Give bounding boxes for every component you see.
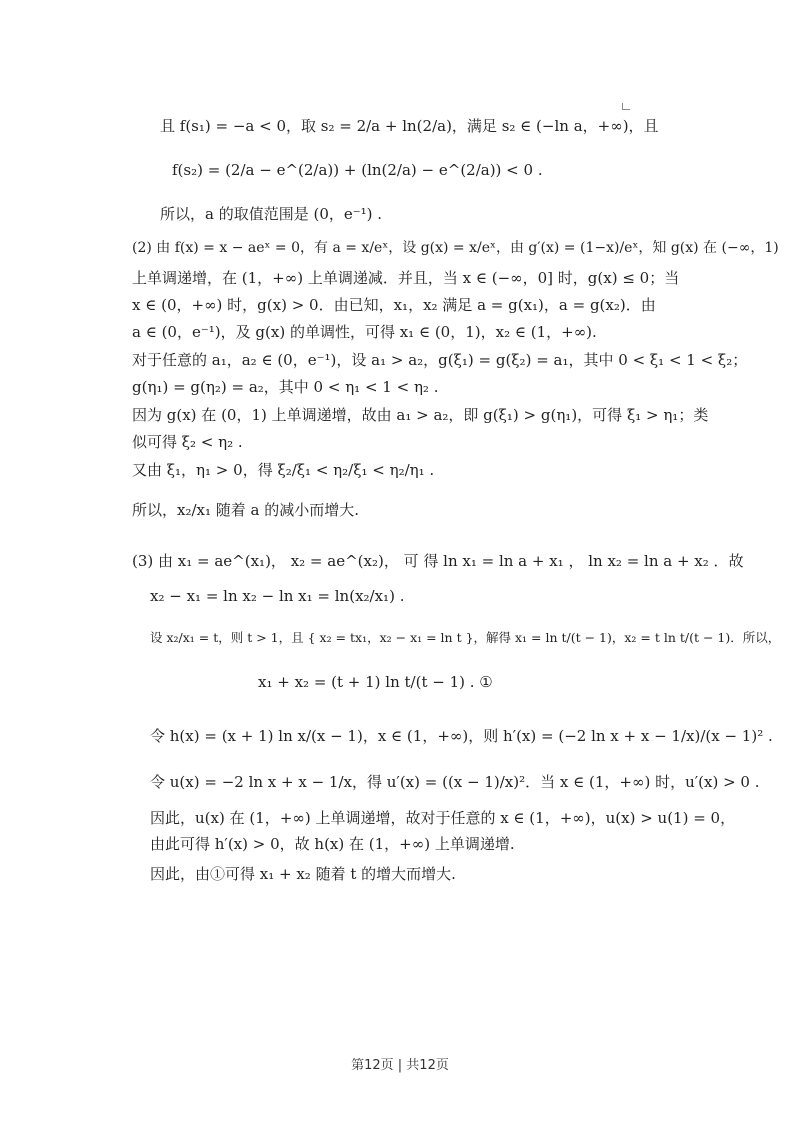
text-line: a ∈ (0，e⁻¹)，及 g(x) 的单调性，可得 x₁ ∈ (0，1)，x₂ ∈ (1，+∞). bbox=[132, 323, 597, 341]
corner-mark bbox=[622, 103, 630, 110]
text-line: 令 u(x) = −2 ln x + x − 1/x，得 u′(x) = ((x − 1)/x)²．当 x ∈ (1，+∞) 时，u′(x) > 0 . bbox=[150, 773, 760, 791]
page-footer: 第12页 | 共12页 bbox=[351, 1058, 449, 1073]
text-line: 因此，u(x) 在 (1，+∞) 上单调递增，故对于任意的 x ∈ (1，+∞)，u(x) > u(1) = 0， bbox=[150, 809, 736, 827]
text-line: (3) 由 x₁ = ae^(x₁)， x₂ = ae^(x₂)， 可 得 ln x₁ = ln a + x₁ ， ln x₂ = ln a + x₂ ．故 bbox=[132, 552, 744, 570]
text-line: (2) 由 f(x) = x − aeˣ = 0，有 a = x/eˣ，设 g(x) = x/eˣ，由 g′(x) = (1−x)/eˣ，知 g(x) 在 (−∞，1) bbox=[132, 240, 779, 256]
text-line: 由此可得 h′(x) > 0，故 h(x) 在 (1，+∞) 上单调递增. bbox=[150, 835, 515, 853]
formula-line: f(s₂) = (2/a − e^(2/a)) + (ln(2/a) − e^(2/a)) < 0 . bbox=[172, 161, 543, 179]
formula-line: 又由 ξ₁，η₁ > 0，得 ξ₂/ξ₁ < η₂/ξ₁ < η₂/η₁ . bbox=[132, 461, 435, 479]
text-line: 因此，由①可得 x₁ + x₂ 随着 t 的增大而增大. bbox=[150, 865, 456, 883]
text-line: 上单调递增，在 (1，+∞) 上单调递减．并且，当 x ∈ (−∞，0] 时，g(x) ≤ 0；当 bbox=[132, 269, 680, 287]
text-line: 令 h(x) = (x + 1) ln x/(x − 1)，x ∈ (1，+∞)，则 h′(x) = (−2 ln x + x − 1/x)/(x − 1)² . bbox=[150, 727, 773, 745]
text-line: 设 x₂/x₁ = t，则 t > 1，且 { x₂ = tx₁，x₂ − x₁ = ln t }，解得 x₁ = ln t/(t − 1)，x₂ = t ln t/(t − 1)．所以， bbox=[150, 630, 781, 645]
text-line: x ∈ (0，+∞) 时，g(x) > 0．由已知，x₁，x₂ 满足 a = g(x₁)，a = g(x₂)．由 bbox=[132, 296, 656, 314]
text-line: 且 f(s₁) = −a < 0，取 s₂ = 2/a + ln(2/a)，满足 s₂ ∈ (−ln a，+∞)，且 bbox=[160, 117, 659, 135]
formula-line: x₁ + x₂ = (t + 1) ln t/(t − 1) . ① bbox=[258, 673, 493, 691]
text-line: 似可得 ξ₂ < η₂ . bbox=[132, 433, 243, 451]
text-line: 对于任意的 a₁，a₂ ∈ (0，e⁻¹)，设 a₁ > a₂，g(ξ₁) = g(ξ₂) = a₁，其中 0 < ξ₁ < 1 < ξ₂； bbox=[132, 351, 748, 369]
text-line: g(η₁) = g(η₂) = a₂，其中 0 < η₁ < 1 < η₂ . bbox=[132, 378, 439, 396]
text-line: 所以，x₂/x₁ 随着 a 的减小而增大. bbox=[132, 501, 360, 519]
text-line: 因为 g(x) 在 (0，1) 上单调递增，故由 a₁ > a₂，即 g(ξ₁) > g(η₁)，可得 ξ₁ > η₁；类 bbox=[132, 406, 709, 424]
formula-line: x₂ − x₁ = ln x₂ − ln x₁ = ln(x₂/x₁) . bbox=[150, 587, 405, 605]
text-line: 所以，a 的取值范围是 (0，e⁻¹) . bbox=[160, 205, 383, 223]
